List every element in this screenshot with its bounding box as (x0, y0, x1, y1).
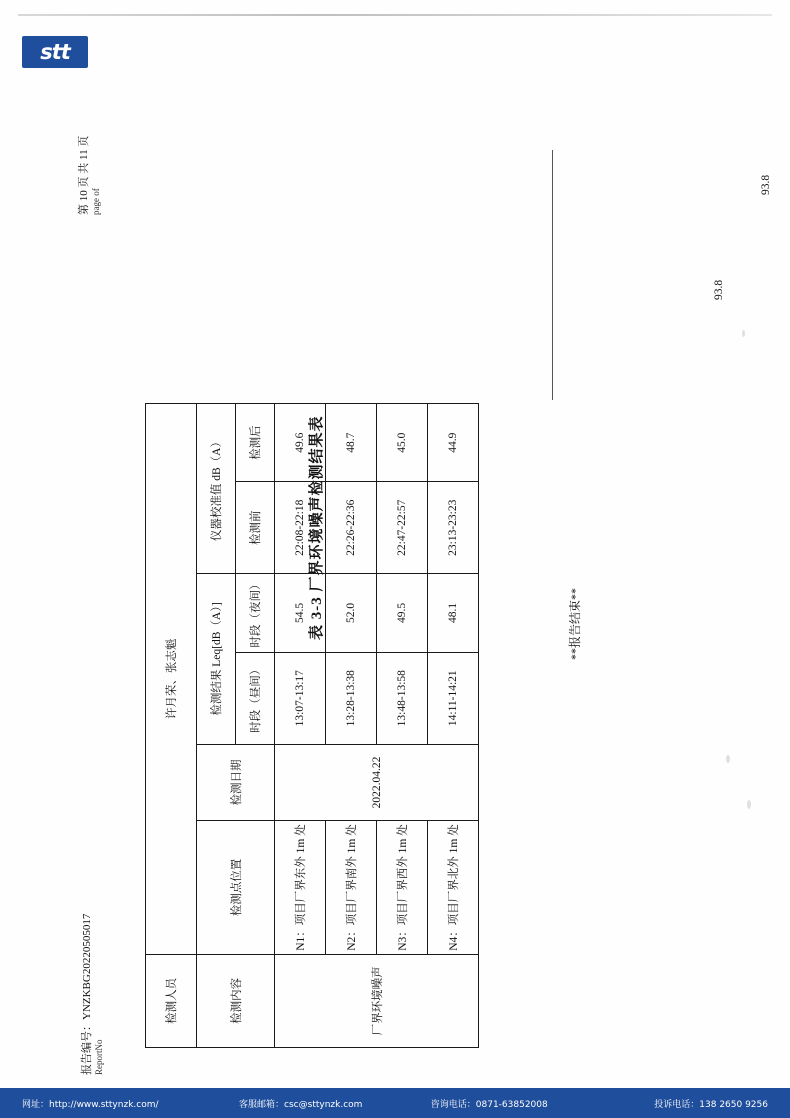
day-time-value: 14:11-14:21 (428, 652, 479, 744)
night-time-value: 23:13-23:23 (428, 482, 479, 574)
calibration-after-value: 93.8 (760, 174, 772, 195)
day-level-value: 54.5 (275, 574, 326, 653)
calibration-group-label: 仪器校准值 dB（A） (197, 404, 236, 574)
conclusion-divider (552, 150, 553, 400)
night-time-value: 22:08-22:18 (275, 482, 326, 574)
noise-result-table-host (145, 403, 479, 1048)
content-label: 检测内容 (197, 954, 275, 1047)
date-value: 2022.04.22 (275, 744, 479, 821)
night-level-value: 45.0 (377, 404, 428, 482)
night-time-value: 22:26-22:36 (326, 482, 377, 574)
conclusion-mark: **报告结束** (568, 587, 582, 660)
page-indicator-value: 第 10 页 共 11 页 (78, 135, 90, 215)
page-indicator-label-en: page of (91, 188, 101, 215)
table-row (428, 404, 479, 1048)
day-time-value: 13:28-13:38 (326, 652, 377, 744)
day-level-value: 52.0 (326, 574, 377, 653)
night-level-value: 44.9 (428, 404, 479, 482)
day-level-value: 48.1 (428, 574, 479, 653)
table-row (275, 404, 326, 1048)
footer-phone: 咨询电话：0871-63852008 (430, 1099, 548, 1110)
noise-result-table (145, 403, 479, 1048)
staff-label: 检测人员 (146, 954, 197, 1047)
point-value: N4：项目厂界北外 1m 处 (428, 821, 479, 955)
day-time-value: 13:48-13:58 (377, 652, 428, 744)
footer-email[interactable]: 客服邮箱：csc@sttynzk.com (239, 1099, 363, 1110)
report-number-value: 报告编号：YNZKBG20220505017 (81, 913, 93, 1075)
day-level-value: 49.5 (377, 574, 428, 653)
point-value: N2：项目厂界南外 1m 处 (326, 821, 377, 955)
scan-artifact (726, 755, 730, 763)
result-group-label: 检测结果 Leq[dB（A）] (197, 574, 236, 744)
logo-text: stt (40, 39, 70, 64)
night-time-value: 22:47-22:57 (377, 482, 428, 574)
page-indicator (75, 85, 101, 215)
segment-night-label: 时段（夜间） (236, 574, 275, 653)
report-number-label-en: ReportNo (94, 1039, 104, 1075)
segment-day-label: 时段（昼间） (236, 652, 275, 744)
calibration-before-label: 检测前 (236, 482, 275, 574)
report-number (78, 815, 104, 1075)
point-value: N3：项目厂界西外 1m 处 (377, 821, 428, 955)
table-row-group-header (197, 404, 236, 1048)
staff-value: 许月荣、张志魁 (146, 404, 197, 955)
calibration-before-value: 93.8 (713, 279, 725, 300)
point-value: N1：项目厂界东外 1m 处 (275, 821, 326, 955)
table-row (326, 404, 377, 1048)
night-level-value: 48.7 (326, 404, 377, 482)
table-title: 表 3-3 厂界环境噪声检测结果表 (309, 415, 325, 640)
scan-artifact (742, 330, 745, 337)
footer-complaint-phone: 投诉电话：138 2650 9256 (654, 1099, 768, 1110)
scan-artifact (747, 800, 751, 809)
footer-website[interactable]: 网址：http://www.sttynzk.com/ (22, 1099, 159, 1110)
table-row-staff (146, 404, 197, 1048)
night-level-value: 49.6 (275, 404, 326, 482)
date-label: 检测日期 (197, 744, 275, 821)
calibration-after-label: 检测后 (236, 404, 275, 482)
day-time-value: 13:07-13:17 (275, 652, 326, 744)
point-label: 检测点位置 (197, 821, 275, 955)
page-footer (0, 1088, 790, 1118)
table-row (377, 404, 428, 1048)
content-value: 厂界环境噪声 (275, 954, 479, 1047)
